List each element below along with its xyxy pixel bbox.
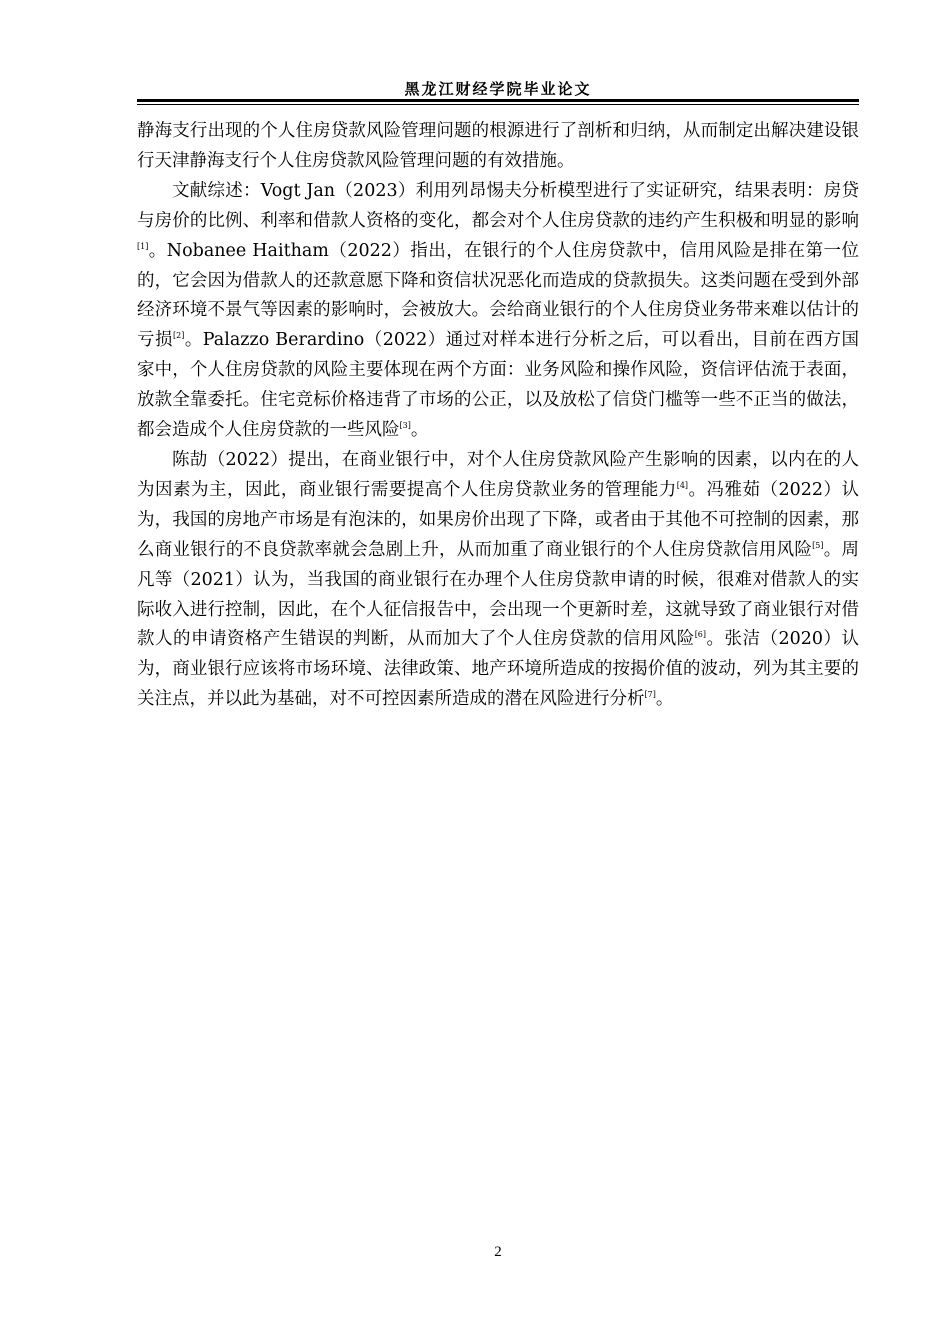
body-text [137,117,859,715]
paragraph-text: 文献综述：Vogt Jan（2023）利用列昂惕夫分析模型进行了实证研究，结果表明：房贷与房价的比例、利率和借款人资格的变化，都会对个人住房贷款的违约产生积极和明显的影响 [137,180,859,231]
paragraph [137,446,859,715]
paragraph-text: 。Nobanee Haitham（2022）指出，在银行的个人住房贷款中，信用风险是排在第一位的，它会因为借款人的还款意愿下降和资信状况恶化而造成的贷款损失。这类问题在受到外部经济环境不景气等因素的影响时，会被放大。会给商业银行的个人住房贷业务带来难以估计的亏损 [137,240,859,351]
citation-ref: [1] [137,241,149,251]
citation-ref: [7] [644,690,656,700]
citation-ref: [3] [399,421,411,431]
paragraph-text: 陈劼（2022）提出，在商业银行中，对个人住房贷款风险产生影响的因素，以内在的人为因素为主，因此，商业银行需要提高个人住房贷款业务的管理能力 [137,449,859,500]
paragraph [137,177,859,446]
paragraph-text: 。周凡等（2021）认为，当我国的商业银行在办理个人住房贷款申请的时候，很难对借款人的实际收入进行控制，因此，在个人征信报告中，会出现一个更新时差，这就导致了商业银行对借款人的申请资格产生错误的判断，从而加大了个人住房贷款的信用风险 [137,539,860,650]
citation-ref: [2] [172,331,185,341]
paragraph-text: 。 [655,689,674,710]
header-rule-thin [137,104,859,105]
paragraph [137,117,859,177]
paragraph-text: 。Palazzo Berardino（2022）通过对样本进行分析之后，可以看出，目前在西方国家中，个人住房贷款的风险主要体现在两个方面：业务风险和操作风险，资信评估流于表面，放款全靠委托。住宅竞标价格违背了市场的公正，以及放松了信贷门槛等一些不正当的做法，都会造成个人住房贷款的一些风险 [137,330,860,441]
citation-ref: [4] [676,481,689,491]
page-number: 2 [494,1244,502,1260]
paragraph-text: 。 [410,420,429,441]
citation-ref: [5] [812,540,824,550]
header-rule-thick [137,99,859,102]
paragraph-text: 静海支行出现的个人住房贷款风险管理问题的根源进行了剖析和归纳，从而制定出解决建设银行天津静海支行个人住房贷款风险管理问题的有效措施。 [137,121,859,171]
paragraph-text: 。张洁（2020）认为，商业银行应该将市场环境、法律政策、地产环境所造成的按揭价值的波动，列为其主要的关注点，并以此为基础，对不可控因素所造成的潜在风险进行分析 [137,629,859,710]
paragraph-text: 。冯雅茹（2022）认为，我国的房地产市场是有泡沫的，如果房价出现了下降，或者由于其他不可控制的因素，那么商业银行的不良贷款率就会急剧上升，从而加重了商业银行的个人住房贷款信用风险 [137,479,860,560]
running-header-title: 黑龙江财经学院毕业论文 [404,80,592,98]
citation-ref: [6] [694,630,707,640]
